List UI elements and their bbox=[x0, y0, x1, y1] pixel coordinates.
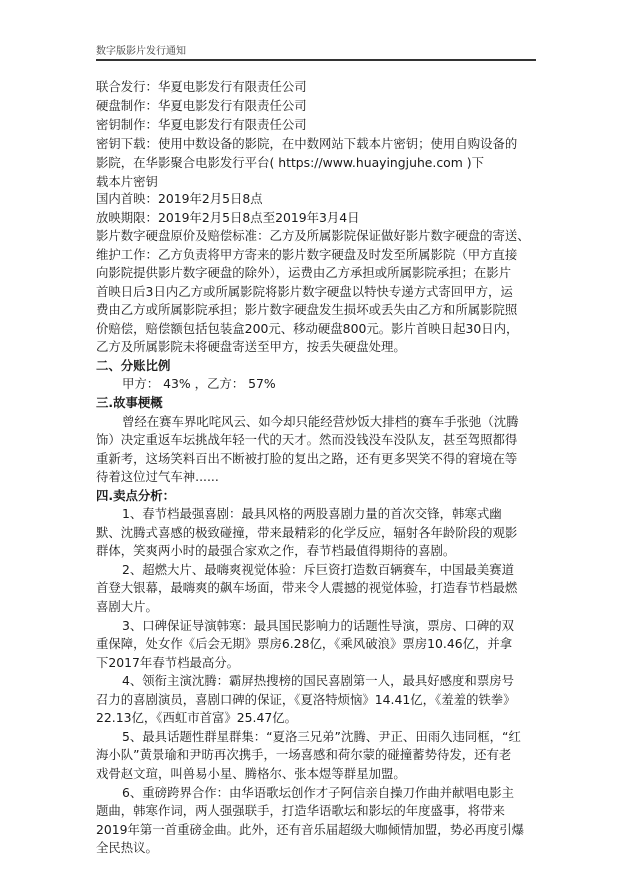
text-line: 载本片密钥 bbox=[96, 174, 158, 189]
text-line: 喜剧大片。 bbox=[96, 599, 158, 615]
text-line: 4、领衔主演沈腾：霸屏热搜榜的国民喜剧第一人，最具好感度和票房号 bbox=[122, 673, 514, 689]
text-line: 召力的喜剧演员，喜剧口碑的保证，《夏洛特烦恼》14.41亿，《羞羞的铁拳》 bbox=[96, 691, 516, 707]
document-body bbox=[96, 190, 566, 858]
text-line: 密钥下载：使用中数设备的影院，在中数网站下载本片密钥；使用自购设备的 bbox=[96, 136, 518, 151]
text-line: 默、沈腾式喜感的极致碰撞，带来最精彩的化学反应，辐射各年龄阶段的观影 bbox=[96, 524, 518, 540]
text-line: 戏骨赵文瑄，叫兽易小星、腾格尔、张本煜等群星加盟。 bbox=[96, 765, 406, 781]
text-line: 乙方及所属影院未将硬盘寄送至甲方，按丢失硬盘处理。 bbox=[96, 339, 406, 355]
document-header-title: 数字版影片发行通知 bbox=[96, 46, 186, 57]
text-line: 首映日后3日内乙方或所属影院将影片数字硬盘以特快专递方式寄回甲方，运 bbox=[96, 283, 513, 299]
text-line: 密钥制作：华夏电影发行有限责任公司 bbox=[96, 117, 307, 132]
text-line: 群体，笑爽两小时的最强合家欢之作，春节档最值得期待的喜剧。 bbox=[96, 543, 456, 559]
text-line: 国内首映：2019年2月5日8点 bbox=[96, 191, 263, 206]
text-line: 重保障，处女作《后会无期》票房6.28亿，《乘风破浪》票房10.46亿，并拿 bbox=[96, 636, 513, 652]
text-line: 全民热议。 bbox=[96, 840, 158, 856]
text-line: 维护工作：乙方负责将甲方寄来的影片数字硬盘及时发至所属影院（甲方直接 bbox=[96, 246, 518, 262]
text-line: 饰）决定重返车坛挑战年轻一代的天才。然而没钱没车没队友，甚至驾照都得 bbox=[96, 432, 518, 448]
text-line: 5、最具话题性群星群集：“夏洛三兄弟”沈腾、尹正、田雨久违同框，“红 bbox=[122, 728, 521, 744]
text-line: 2019年第一首重磅金曲。此外，还有音乐届超级大咖倾情加盟，势必再度引爆 bbox=[96, 821, 525, 837]
text-line: 向影院提供影片数字硬盘的除外），运费由乙方承担或所属影院承担；在影片 bbox=[96, 265, 512, 281]
text-line: 影片数字硬盘原价及赔偿标准：乙方及所属影院保证做好影片数字硬盘的寄送、 bbox=[96, 228, 530, 244]
text-line: 2、超燃大片、最嗨爽视觉体验：斥巨资打造数百辆赛车，中国最美赛道 bbox=[122, 561, 514, 577]
section-heading: 三.故事梗概 bbox=[96, 395, 163, 411]
text-line: 曾经在赛车界叱咤风云、如今却只能经营炒饭大排档的赛车手张弛（沈腾 bbox=[122, 413, 519, 429]
text-line: 影院，在华影聚合电影发行平台( https://www.huayingjuhe.com )下 bbox=[96, 155, 484, 170]
text-line: 待着这位过气车神...... bbox=[96, 469, 219, 485]
text-line: 硬盘制作：华夏电影发行有限责任公司 bbox=[96, 98, 307, 113]
text-line: 放映期限：2019年2月5日8点至2019年3月4日 bbox=[96, 209, 360, 225]
text-line: 题曲，韩寒作词，两人强强联手，打造华语歌坛和影坛的年度盛事，将带来 bbox=[96, 803, 505, 819]
text-line: 价赔偿，赔偿额包括包装盒200元、移动硬盘800元。影片首映日起30日内， bbox=[96, 320, 519, 336]
text-line: 联合发行：华夏电影发行有限责任公司 bbox=[96, 79, 307, 94]
text-line: 22.13亿，《西虹市首富》25.47亿。 bbox=[96, 710, 298, 726]
text-line: 下2017年春节档最高分。 bbox=[96, 654, 240, 670]
header-divider bbox=[96, 59, 536, 61]
text-line: 首登大银幕，最嗨爽的飙车场面，带来令人震撼的视觉体验，打造春节档最燃 bbox=[96, 580, 518, 596]
section-heading: 二、分账比例 bbox=[96, 357, 171, 373]
section-heading: 四.卖点分析： bbox=[96, 487, 176, 503]
distribution-info-block bbox=[96, 77, 566, 191]
text-line: 海小队”黄景瑜和尹昉再次携手，一场喜感和荷尔蒙的碰撞蓄势待发，还有老 bbox=[96, 747, 512, 763]
text-line: 甲方： 43% ，乙方： 57% bbox=[122, 376, 276, 392]
text-line: 6、重磅跨界合作：由华语歌坛创作才子阿信亲自操刀作曲并献唱电影主 bbox=[122, 784, 514, 800]
text-line: 3、口碑保证导演韩寒：最具国民影响力的话题性导演，票房、口碑的双 bbox=[122, 617, 514, 633]
text-line: 重新考，这场笑料百出不断被打脸的复出之路，还有更多哭笑不得的窘境在等 bbox=[96, 450, 518, 466]
text-line: 费由乙方或所属影院承担；影片数字硬盘发生损坏或丢失由乙方和所属影院照 bbox=[96, 302, 518, 318]
text-line: 1、春节档最强喜剧：最具风格的两股喜剧力量的首次交锋，韩寒式幽 bbox=[122, 506, 502, 522]
